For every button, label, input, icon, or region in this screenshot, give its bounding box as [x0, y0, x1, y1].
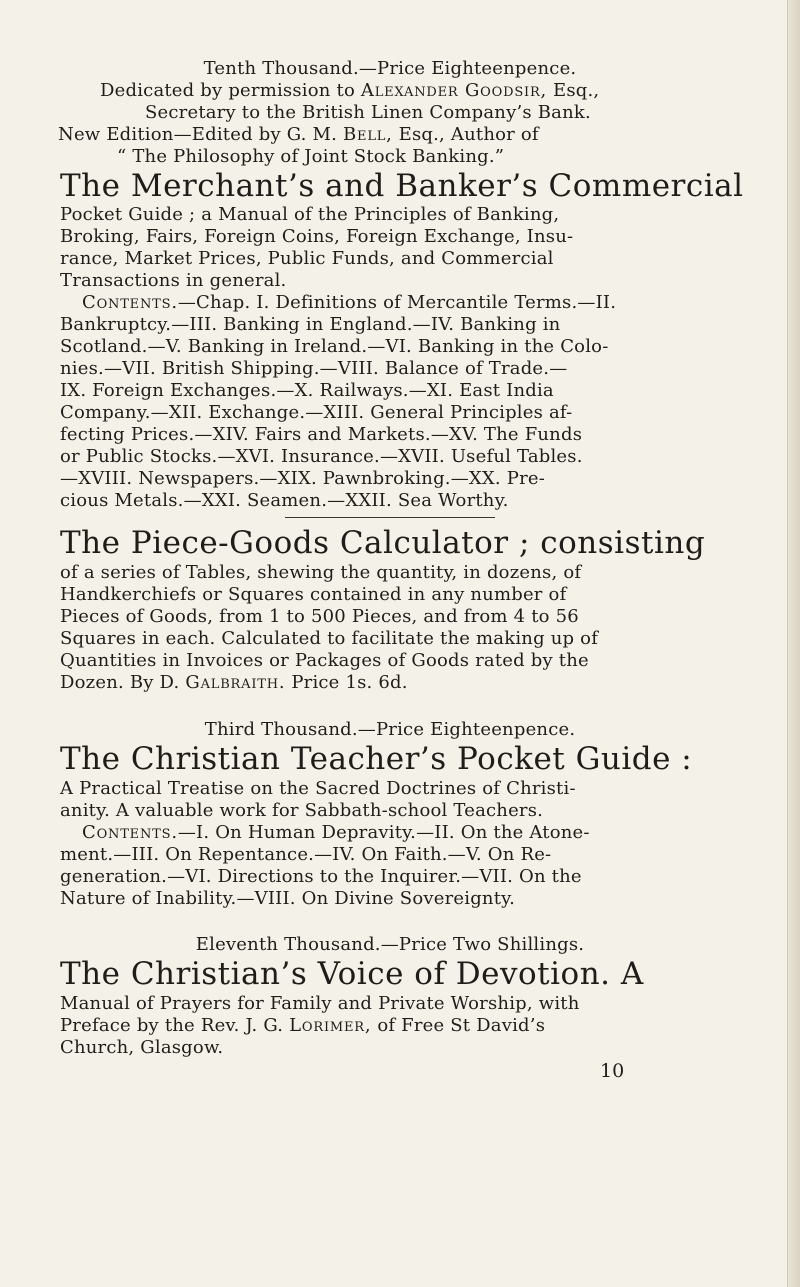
book4-edition: Eleventh Thousand.—Price Two Shillings. — [195, 934, 585, 955]
page-number: 10 — [600, 1060, 625, 1082]
book1-dedication-line — [100, 80, 599, 102]
book1-edited-name: Bell, — [343, 124, 393, 145]
book3-contents-line — [82, 822, 590, 844]
book1-edited-work: “ The Philosophy of Joint Stock Banking.” — [117, 146, 505, 167]
book2-desc-line: of a series of Tables, shewing the quantity, in dozens, of — [60, 562, 582, 583]
book2-price-line — [60, 672, 408, 694]
book2-title: The Piece-Goods Calculator ; consisting — [60, 525, 706, 561]
book1-edited-line — [58, 124, 539, 146]
book1-contents-text: —Chap. I. Definitions of Mercantile Terms.—II. — [177, 292, 617, 313]
book2-desc-line: Pieces of Goods, from 1 to 500 Pieces, and from 4 to 56 — [60, 606, 579, 627]
book1-contents-line: or Public Stocks.—XVI. Insurance.—XVII. Useful Tables. — [60, 446, 583, 467]
book2-desc-line: Squares in each. Calculated to facilitate the making up of — [60, 628, 599, 649]
book1-desc-line: rance, Market Prices, Public Funds, and Commercial — [60, 248, 554, 269]
book3-edition: Third Thousand.—Price Eighteenpence. — [204, 719, 576, 740]
book1-edition: Tenth Thousand.—Price Eighteenpence. — [203, 58, 577, 79]
book1-contents-line: Scotland.—V. Banking in Ireland.—VI. Banking in the Colo- — [60, 336, 609, 357]
book1-contents-line: Company.—XII. Exchange.—XIII. General Principles af- — [60, 402, 573, 423]
book1-desc-line: Pocket Guide ; a Manual of the Principles of Banking, — [60, 204, 560, 225]
section-divider — [285, 517, 495, 518]
book4-desc-line: Manual of Prayers for Family and Private Worship, with — [60, 993, 580, 1014]
book1-contents-line: nies.—VII. British Shipping.—VIII. Balance of Trade.— — [60, 358, 568, 379]
book1-contents-label: Contents. — [82, 292, 178, 313]
book3-title: The Christian Teacher’s Pocket Guide : — [60, 741, 693, 777]
book3-desc-line: anity. A valuable work for Sabbath-school Teachers. — [60, 800, 544, 821]
book1-title: The Merchant’s and Banker’s Commercial — [60, 168, 744, 204]
book1-contents-line — [82, 292, 616, 314]
book2-desc-line: Quantities in Invoices or Packages of Goods rated by the — [60, 650, 589, 671]
book3-contents-line: generation.—VI. Directions to the Inquirer.—VII. On the — [60, 866, 582, 887]
book1-contents-line: fecting Prices.—XIV. Fairs and Markets.—XV. The Funds — [60, 424, 583, 445]
page-edge — [787, 0, 800, 1287]
book3-contents-text: —I. On Human Depravity.—II. On the Atone- — [177, 822, 590, 843]
book1-edited-suffix: Esq., Author of — [398, 124, 539, 145]
book2-desc-line: Handkerchiefs or Squares contained in any number of — [60, 584, 567, 605]
book3-contents-line: ment.—III. On Repentance.—IV. On Faith.—V. On Re- — [60, 844, 552, 865]
book1-desc-line: Transactions in general. — [60, 270, 287, 291]
book4-preface-suffix: of Free St David’s — [377, 1015, 546, 1036]
book1-edited-text: New Edition—Edited by G. M. — [58, 124, 338, 145]
book3-contents-line: Nature of Inability.—VIII. On Divine Sovereignty. — [60, 888, 516, 909]
book4-desc-line: Church, Glasgow. — [60, 1037, 224, 1058]
book4-preface-name: Lorimer, — [289, 1015, 372, 1036]
book3-contents-label: Contents. — [82, 822, 178, 843]
book1-contents-line: —XVIII. Newspapers.—XIX. Pawnbroking.—XX. Pre- — [60, 468, 546, 489]
book1-contents-line: cious Metals.—XXI. Seamen.—XXII. Sea Worthy. — [60, 490, 509, 511]
book1-dedication-suffix: Esq., — [553, 80, 600, 101]
book2-byline: Dozen. By D. — [60, 672, 180, 693]
book1-desc-line: Broking, Fairs, Foreign Coins, Foreign Exchange, Insu- — [60, 226, 574, 247]
book4-preface-line — [60, 1015, 545, 1037]
book1-dedication-name: Alexander Goodsir, — [360, 80, 548, 101]
book3-desc-line: A Practical Treatise on the Sacred Doctrines of Christi- — [60, 778, 576, 799]
book2-author: Galbraith. — [185, 672, 286, 693]
book1-contents-line: Bankruptcy.—III. Banking in England.—IV. Banking in — [60, 314, 561, 335]
book1-dedication-role: Secretary to the British Linen Company’s Bank. — [145, 102, 591, 123]
book1-dedication-text: Dedicated by permission to — [100, 80, 355, 101]
book1-contents-line: IX. Foreign Exchanges.—X. Railways.—XI. East India — [60, 380, 554, 401]
book4-title: The Christian’s Voice of Devotion. A — [60, 956, 644, 992]
book4-preface-text: Preface by the Rev. J. G. — [60, 1015, 284, 1036]
book2-price: Price 1s. 6d. — [291, 672, 408, 693]
